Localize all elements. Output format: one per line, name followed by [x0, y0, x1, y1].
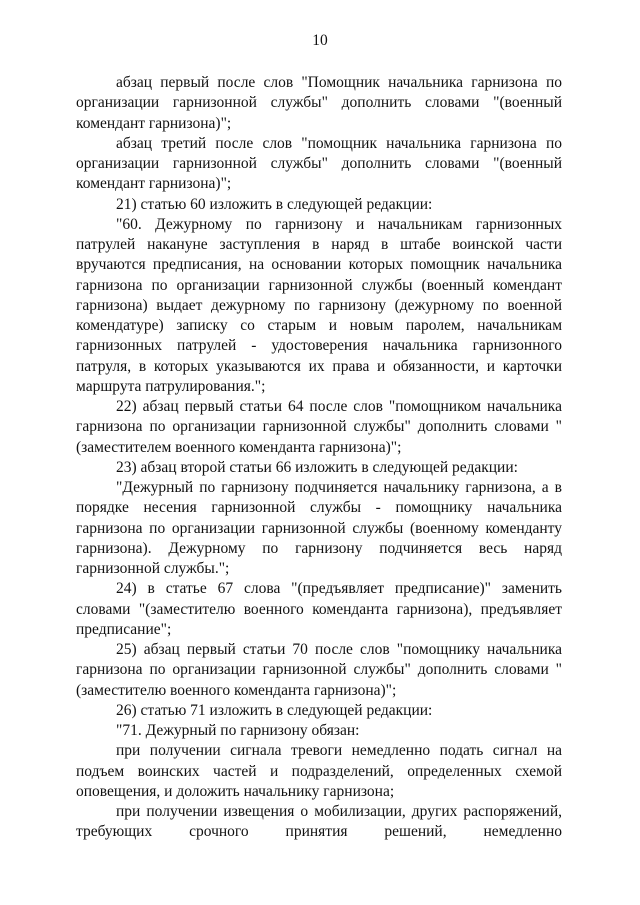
paragraph: абзац третий после слов "помощник начальника гарнизона по организации гарнизонной службы" дополнить словами "(военный комендант гарнизона)"; [76, 134, 562, 193]
paragraph: 26) статью 71 изложить в следующей редакции: [116, 701, 433, 719]
paragraph: 23) абзац второй статьи 66 изложить в следующей редакции: [116, 458, 518, 476]
paragraph: 22) абзац первый статьи 64 после слов "помощником начальника гарнизона по организации гарнизонной службы" дополнить словами "(заместителем военного коменданта гарнизона)"; [76, 398, 562, 456]
paragraph: при получении сигнала тревоги немедленно подать сигнал на подъем воинских частей и подразделений, определенных схемой оповещения, и доложить начальнику гарнизона; [76, 742, 562, 800]
paragraph: 25) абзац первый статьи 70 после слов "помощнику начальника гарнизона по организации гарнизонной службы" дополнить словами "(заместителю военного коменданта гарнизона)"; [76, 641, 562, 699]
document-body [76, 73, 562, 843]
paragraph: абзац первый после слов "Помощник начальника гарнизона по организации гарнизонной службы" дополнить словами "(военный комендант гарнизона)"; [76, 74, 562, 132]
paragraph: "Дежурный по гарнизону подчиняется начальнику гарнизона, а в порядке несения гарнизонной службы - помощнику начальника гарнизона по организации гарнизонной службы (военному коменданту гарнизона). Дежурному по гарнизону подчиняется весь наряд гарнизонной службы."; [76, 479, 562, 577]
page-number: 10 [312, 32, 328, 49]
paragraph: "60. Дежурному по гарнизону и начальникам гарнизонных патрулей накануне заступления в наряд в штабе воинской части вручаются предписания, на основании которых помощник начальника гарнизона по организации гарнизонной службы (военный комендант гарнизона) выдает дежурному по гарнизону (дежурному по военной комендатуре) записку со старым и новым паролем, начальникам гарнизонных патрулей - удостоверения начальника гарнизонного патруля, в которых указываются их права и обязанности, и карточки маршрута патрулирования."; [76, 215, 562, 395]
paragraph: 21) статью 60 изложить в следующей редакции: [116, 195, 433, 213]
paragraph: "71. Дежурный по гарнизону обязан: [116, 722, 360, 739]
paragraph: при получении извещения о мобилизации, других распоряжений, требующих срочного принятия решений, немедленно [76, 803, 562, 841]
paragraph: 24) в статье 67 слова "(предъявляет предписание)" заменить словами "(заместителю военного коменданта гарнизона), предъявляет предписание"; [76, 580, 562, 638]
